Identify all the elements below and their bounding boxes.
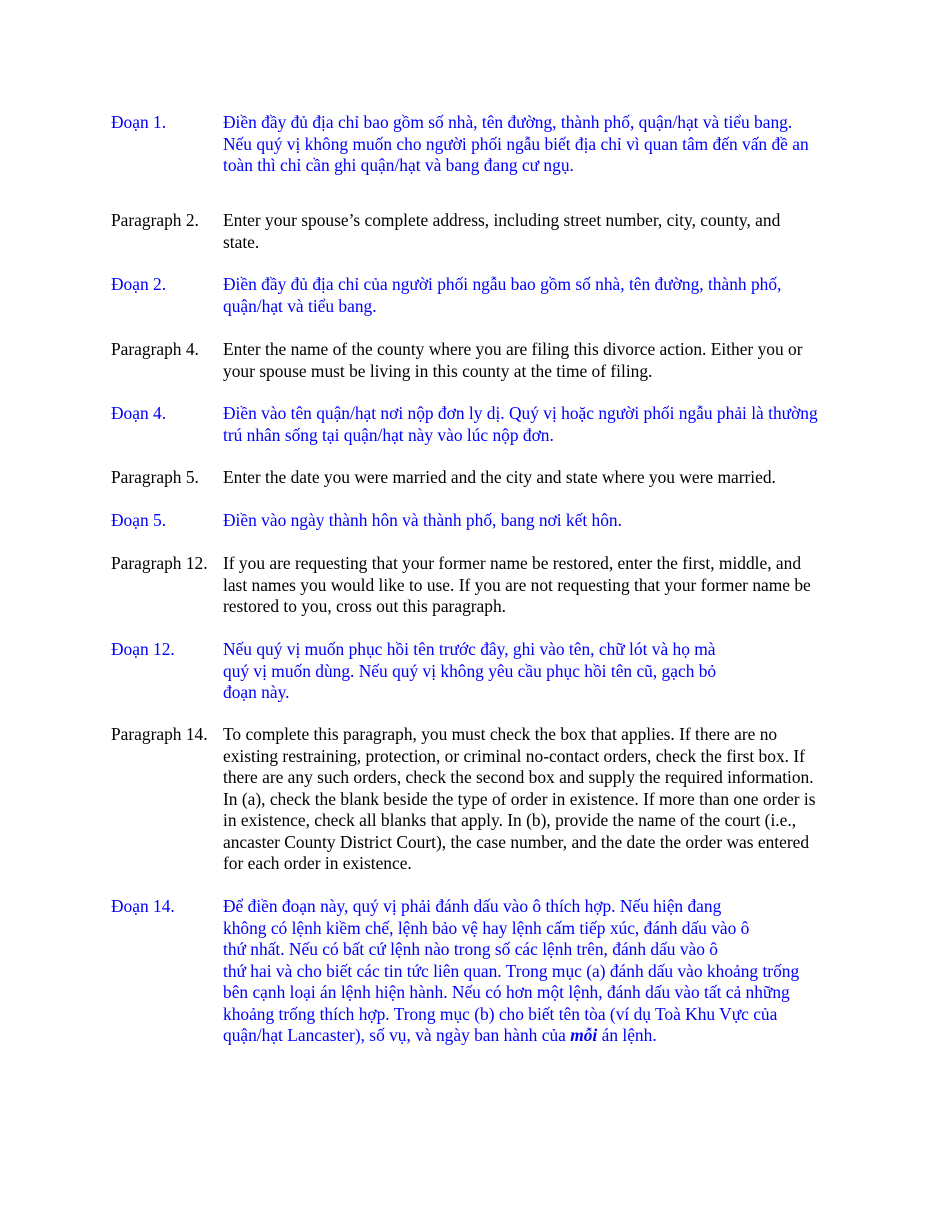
entry-text <box>223 274 871 317</box>
text-line: thứ hai và cho biết các tin tức liên quan. Trong mục (a) đánh dấu vào khoảng trống <box>223 960 800 981</box>
text-line: If you are requesting that your former name be restored, enter the first, middle, and <box>223 553 802 573</box>
entry-text <box>223 112 871 177</box>
text-line: Điền đầy đủ địa chỉ bao gồm số nhà, tên đường, thành phố, quận/hạt và tiểu bang. <box>223 112 793 132</box>
text-line: bên cạnh loại án lệnh hiện hành. Nếu có hơn một lệnh, đánh dấu vào tất cả những <box>223 982 790 1002</box>
text-line: toàn thì chỉ cần ghi quận/hạt và bang đang cư ngụ. <box>223 155 574 175</box>
entry-text <box>223 339 871 382</box>
text-line: trú nhân sống tại quận/hạt này vào lúc nộp đơn. <box>223 424 554 445</box>
entry-text <box>223 639 871 704</box>
text-line: Enter your spouse’s complete address, including street number, city, county, and <box>223 210 781 230</box>
entry-label: Đoạn 4. <box>111 403 167 423</box>
text-line: your spouse must be living in this county at the time of filing. <box>223 360 653 381</box>
text-line: quý vị muốn dùng. Nếu quý vị không yêu cầu phục hồi tên cũ, gạch bỏ <box>223 660 717 681</box>
text-line: Nếu quý vị muốn phục hồi tên trước đây, ghi vào tên, chữ lót và họ mà <box>223 639 716 659</box>
entry-text <box>223 553 871 618</box>
text-line: quận/hạt và tiểu bang. <box>223 295 377 316</box>
entry-label: Paragraph 2. <box>111 210 199 230</box>
entry-label: Đoạn 14. <box>111 896 175 916</box>
text-after-emphasis: án lệnh. <box>597 1025 657 1045</box>
entry-text <box>223 467 871 489</box>
text-line: existing restraining, protection, or criminal no-contact orders, check the first box. If <box>223 745 805 766</box>
entry-label: Paragraph 12. <box>111 553 208 573</box>
entry-text <box>223 510 871 532</box>
text-line: there are any such orders, check the second box and supply the required information. <box>223 767 814 787</box>
emphasis-word: mỗi <box>570 1025 598 1045</box>
entry-label: Đoạn 5. <box>111 510 167 530</box>
entry-text <box>223 403 871 446</box>
text-line: đoạn này. <box>223 682 290 702</box>
text-line: Enter the name of the county where you are filing this divorce action. Either you or <box>223 339 803 359</box>
entry-label: Paragraph 4. <box>111 339 199 359</box>
text-line: ancaster County District Court), the case number, and the date the order was entered <box>223 831 810 852</box>
entry-label: Paragraph 14. <box>111 724 208 744</box>
text-line: Nếu quý vị không muốn cho người phối ngẫu biết địa chỉ vì quan tâm đến vấn đề an <box>223 133 809 154</box>
text-line: Để điền đoạn này, quý vị phải đánh dấu vào ô thích hợp. Nếu hiện đang <box>223 896 722 916</box>
text-line: Điền đầy đủ địa chỉ của người phối ngẫu bao gồm số nhà, tên đường, thành phố, <box>223 274 782 294</box>
entry-label: Paragraph 5. <box>111 467 199 487</box>
text-line: Điền vào tên quận/hạt nơi nộp đơn ly dị. Quý vị hoặc người phối ngẫu phải là thường <box>223 403 818 423</box>
text-line: khoảng trống thích hợp. Trong mục (b) cho biết tên tòa (ví dụ Toà Khu Vực của <box>223 1003 778 1024</box>
entry-text <box>223 724 871 875</box>
text-line: thứ nhất. Nếu có bất cứ lệnh nào trong số các lệnh trên, đánh dấu vào ô <box>223 939 719 959</box>
text-before-emphasis: quận/hạt Lancaster), số vụ, và ngày ban hành của <box>223 1025 571 1045</box>
text-line: state. <box>223 231 260 252</box>
text-line: To complete this paragraph, you must check the box that applies. If there are no <box>223 724 778 744</box>
text-line: last names you would like to use. If you are not requesting that your former name be <box>223 574 811 595</box>
text-line: In (a), check the blank beside the type of order in existence. If more than one order is <box>223 788 816 809</box>
entry-label: Đoạn 1. <box>111 112 167 132</box>
entry-label: Đoạn 12. <box>111 639 175 659</box>
text-line: Điền vào ngày thành hôn và thành phố, bang nơi kết hôn. <box>223 510 622 530</box>
text-line: for each order in existence. <box>223 853 412 873</box>
text-line: restored to you, cross out this paragraph. <box>223 596 507 616</box>
text-line: Enter the date you were married and the city and state where you were married. <box>223 467 776 487</box>
text-line: in existence, check all blanks that apply. In (b), provide the name of the court (i.e., <box>223 810 797 830</box>
entry-text <box>223 210 871 253</box>
text-line: không có lệnh kiềm chế, lệnh bảo vệ hay lệnh cấm tiếp xúc, đánh dấu vào ô <box>223 917 750 938</box>
entry-text <box>223 896 871 1047</box>
text-line-last <box>223 1025 871 1047</box>
entry-label: Đoạn 2. <box>111 274 167 294</box>
